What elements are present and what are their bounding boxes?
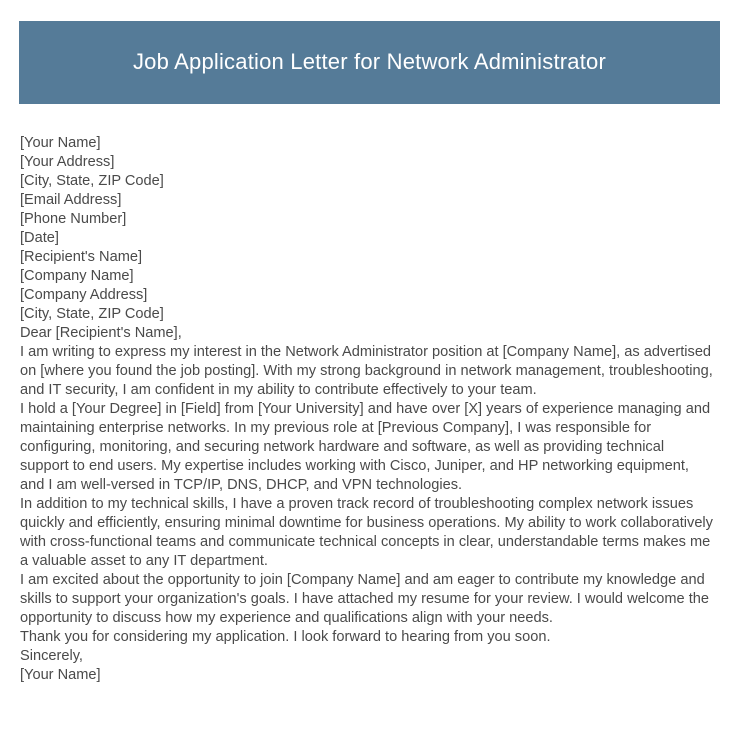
- page-title: Job Application Letter for Network Administrator: [132, 49, 607, 75]
- body-paragraph-1: I am writing to express my interest in the Network Administrator position at [Company Name], as advertised on [where you found the job posting]. With my strong background in network management, troubleshooting, and IT security, I am confident in my ability to contribute effectively to your team.: [20, 344, 717, 398]
- sender-name: [Your Name]: [20, 135, 101, 151]
- sender-city-state-zip: [City, State, ZIP Code]: [20, 173, 164, 189]
- body-paragraph-4: I am excited about the opportunity to join [Company Name] and am eager to contribute my knowledge and skills to support your organization's goals. I have attached my resume for your review. I would welcome the opportunity to discuss how my experience and qualifications align with your needs.: [20, 572, 714, 626]
- recipient-company: [Company Name]: [20, 268, 134, 284]
- sender-address: [Your Address]: [20, 154, 115, 170]
- salutation: Dear [Recipient's Name],: [20, 325, 182, 341]
- signature-name: [Your Name]: [20, 667, 101, 683]
- sender-phone: [Phone Number]: [20, 211, 127, 227]
- document-header-banner: [19, 21, 720, 104]
- recipient-company-address: [Company Address]: [20, 287, 148, 303]
- closing-salutation: Sincerely,: [20, 648, 83, 664]
- sender-email: [Email Address]: [20, 192, 122, 208]
- recipient-name: [Recipient's Name]: [20, 249, 143, 265]
- body-paragraph-2: I hold a [Your Degree] in [Field] from [Your University] and have over [X] years of experience managing and maintaining enterprise networks. In my previous role at [Previous Company], I was responsible for configuring, monitoring, and securing network hardware and software, as well as providing technical support to end users. My expertise includes working with Cisco, Juniper, and HP networking equipment, and I am well-versed in TCP/IP, DNS, DHCP, and VPN technologies.: [20, 401, 715, 493]
- body-paragraph-3: In addition to my technical skills, I have a proven track record of troubleshooting complex network issues quickly and efficiently, ensuring minimal downtime for business operations. My ability to work collaboratively with cross-functional teams and communicate technical concepts in clear, understandable terms makes me a valuable asset to any IT department.: [20, 496, 718, 569]
- body-paragraph-5: Thank you for considering my application. I look forward to hearing from you soon.: [20, 629, 551, 645]
- letter-date: [Date]: [20, 230, 59, 246]
- recipient-city-state-zip: [City, State, ZIP Code]: [20, 306, 164, 322]
- letter-content: [20, 134, 716, 685]
